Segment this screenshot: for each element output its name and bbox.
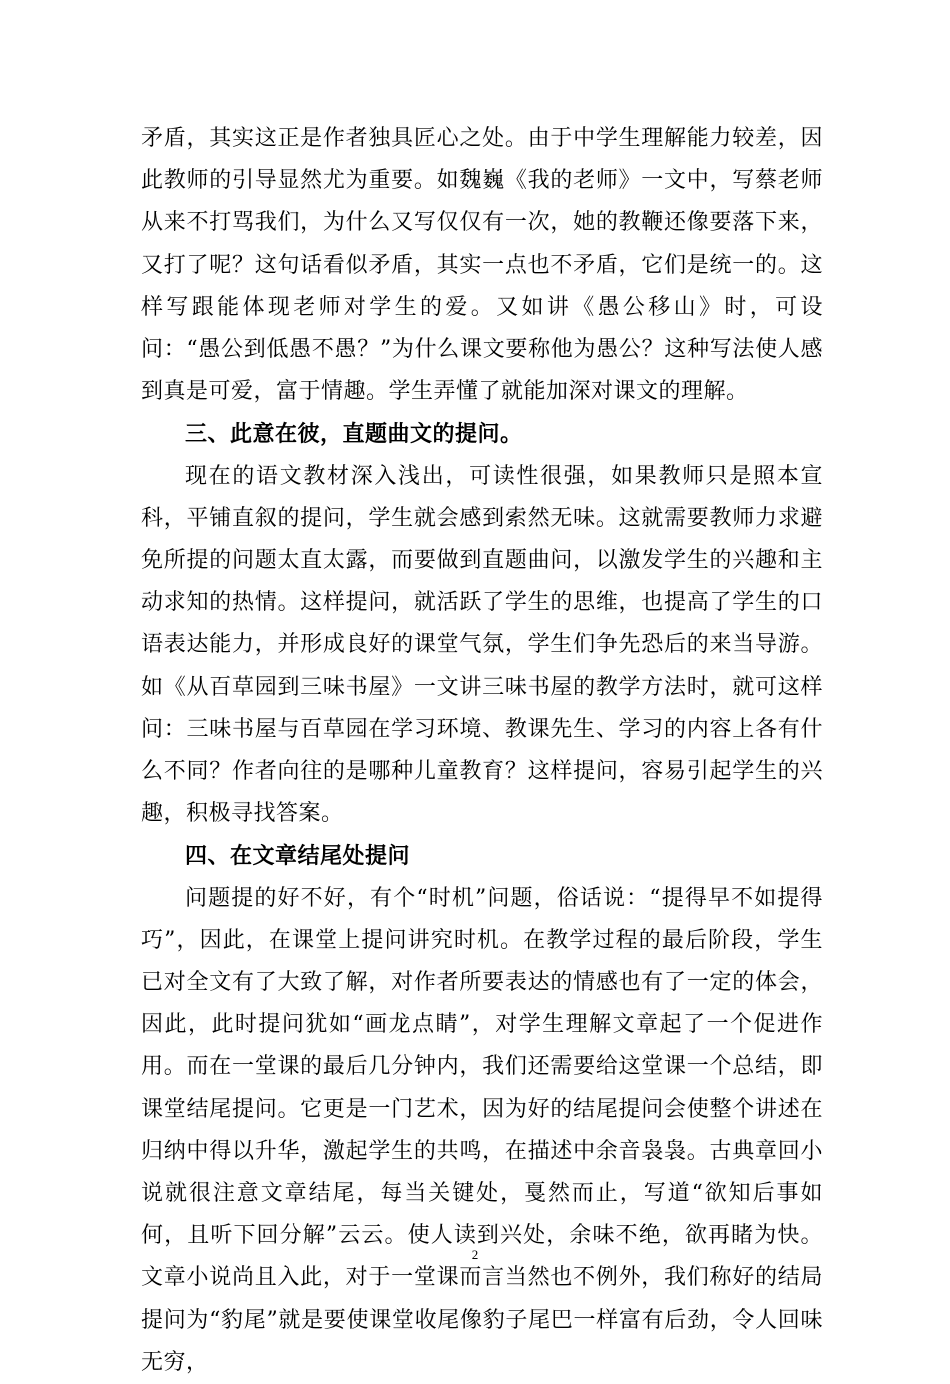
paragraph: 现在的语文教材深入浅出，可读性很强，如果教师只是照本宣科，平铺直叙的提问，学生就会感到索然无味。这就需要教师力求避免所提的问题太直太露，而要做到直题曲问，以激发学生的兴趣和主动求知的热情。这样提问，就活跃了学生的思维，也提高了学生的口语表达能力，并形成良好的课堂气氛，学生们争先恐后的来当导游。如《从百草园到三味书屋》一文讲三味书屋的教学方法时，就可这样问：三味书屋与百草园在学习环境、教课先生、学习的内容上各有什么不同？作者向往的是哪种儿童教育？这样提问，容易引起学生的兴趣，积极寻找答案。	[141, 463, 823, 827]
body-text	[141, 118, 823, 1384]
section-heading-3: 三、此意在彼，直题曲文的提问。	[185, 421, 523, 448]
section-heading-4: 四、在文章结尾处提问	[185, 843, 411, 870]
paragraph-continued: 矛盾，其实这正是作者独具匠心之处。由于中学生理解能力较差，因此教师的引导显然尤为重要。如魏巍《我的老师》一文中，写蔡老师从来不打骂我们，为什么又写仅仅有一次，她的教鞭还像要落下来，又打了呢？这句话看似矛盾，其实一点也不矛盾，它们是统一的。这样写跟能体现老师对学生的爱。又如讲《愚公移山》时，可设问：“愚公到低愚不愚？”为什么课文要称他为愚公？这种写法使人感到真是可爱，富于情趣。学生弄懂了就能加深对课文的理解。	[141, 126, 823, 405]
page-number: 2	[471, 1247, 479, 1262]
paragraph: 问题提的好不好，有个“时机”问题，俗话说：“提得早不如提得巧”，因此，在课堂上提问讲究时机。在教学过程的最后阶段，学生已对全文有了大致了解，对作者所要表达的情感也有了一定的体会，因此，此时提问犹如“画龙点睛”，对学生理解文章起了一个促进作用。而在一堂课的最后几分钟内，我们还需要给这堂课一个总结，即课堂结尾提问。它更是一门艺术，因为好的结尾提问会使整个讲述在归纳中得以升华，激起学生的共鸣，在描述中余音袅袅。古典章回小说就很注意文章结尾，每当关键处，戛然而止，写道“欲知后事如何，且听下回分解”云云。使人读到兴处，余味不绝，欲再睹为快。文章小说尚且入此，对于一堂课而言当然也不例外，我们称好的结局提问为“豹尾”就是要使课堂收尾像豹子尾巴一样富有后劲，令人回味无穷，	[141, 885, 823, 1375]
